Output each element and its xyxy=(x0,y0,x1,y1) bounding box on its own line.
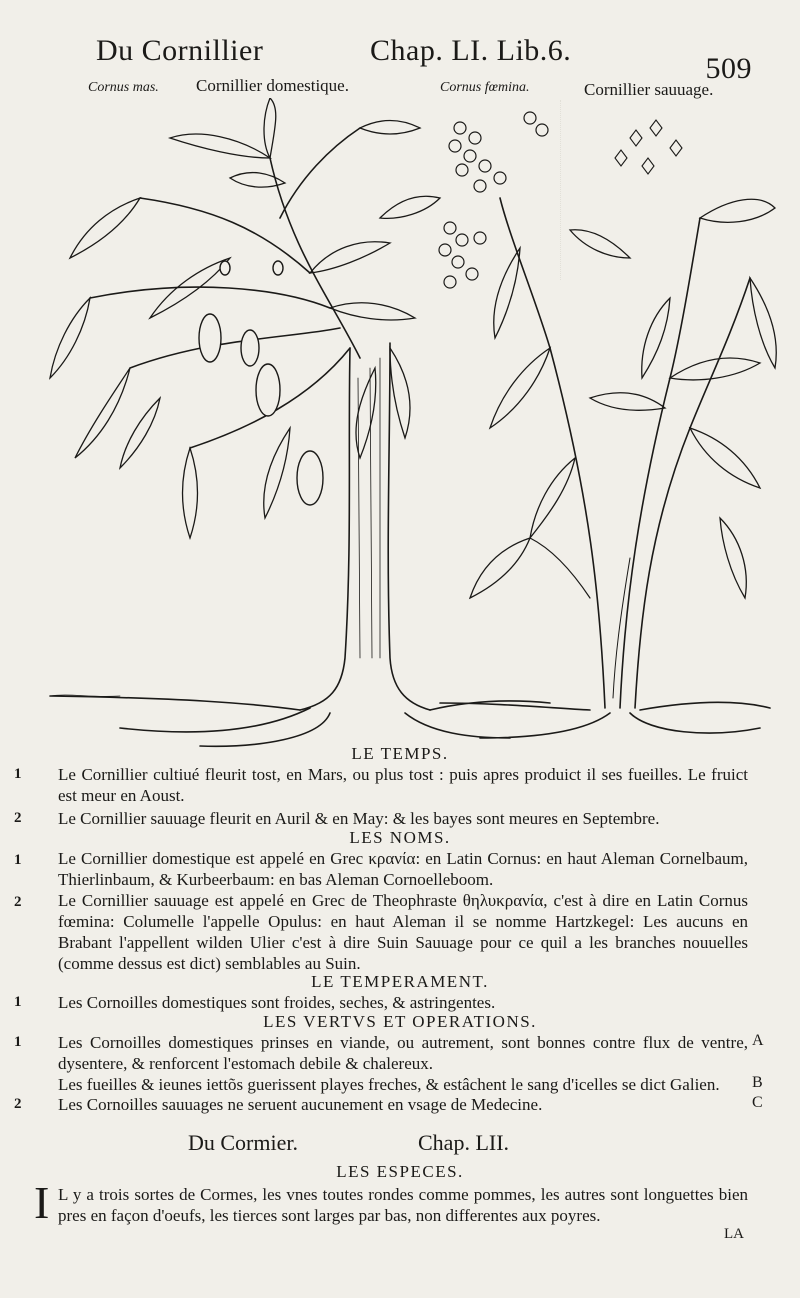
section-heading-vertus: LES VERTVS ET OPERATIONS. xyxy=(263,1012,537,1031)
margin-letter-b: B xyxy=(752,1074,763,1091)
paragraph-especes-1: L y a trois sortes de Cormes, les vnes toutes rondes comme pommes, les autres sont longuettes bien pres en façon d'oeufs, les tierces sont larges par bas, non differentes aux poyres. xyxy=(58,1185,748,1225)
running-title: Du Cornillier xyxy=(96,34,264,67)
next-chapter-number: Chap. LII. xyxy=(418,1130,510,1155)
running-chapter: Chap. LI. Lib.6. xyxy=(370,34,572,67)
margin-numeral: 2 xyxy=(14,810,22,826)
caption-left-latin: Cornus mas. xyxy=(88,80,159,95)
paragraph-noms-2: Le Cornillier sauuage est appelé en Grec de Theophraste θηλυκρανία, c'est à dire en Latin Cornus fœmina: Columelle l'appelle Opulus: en haut Aleman il se nomme Hartzkegel: Les aucuns en Brabant l'appellent wilden Ulier c'est à dire Suin Sauuage pour ce quil a les branches nouuelles (comme dessus est dict) semblables au Suin. xyxy=(58,891,748,973)
cornus-femina-tree xyxy=(439,112,776,738)
margin-numeral: 1 xyxy=(14,1034,22,1050)
margin-letter-a: A xyxy=(752,1032,764,1049)
caption-right-french: Cornillier sauuage. xyxy=(584,80,714,99)
woodcut-illustration xyxy=(30,98,790,748)
paragraph-vertus-3: Les Cornoilles sauuages ne seruent aucunement en vsage de Medecine. xyxy=(58,1095,543,1114)
paragraph-vertus-2: Les fueilles & ieunes iettõs guerissent playes freches, & estâchent le sang d'icelles se dict Galien. xyxy=(58,1075,720,1094)
section-heading-especes: LES ESPECES. xyxy=(336,1162,464,1181)
drop-cap-initial: I xyxy=(34,1177,50,1228)
catchword: LA xyxy=(724,1226,744,1242)
caption-left-french: Cornillier domestique. xyxy=(196,76,349,95)
margin-numeral: 2 xyxy=(14,1096,22,1112)
paragraph-noms-1: Le Cornillier domestique est appelé en Grec κρανία: en Latin Cornus: en haut Aleman Cornelbaum, Thierlinbaum, & Kurbeerbaum: en bas Aleman Cornoelleboom. xyxy=(58,849,748,889)
section-heading-noms: LES NOMS. xyxy=(349,828,451,847)
next-chapter-title: Du Cormier. xyxy=(188,1130,298,1155)
caption-right-latin: Cornus fœmina. xyxy=(440,80,530,95)
paragraph-temps-1: Le Cornillier cultiué fleurit tost, en Mars, ou plus tost : puis apres produict il ses fueilles. Le fruict est meur en Aoust. xyxy=(58,765,748,805)
section-heading-temps: LE TEMPS. xyxy=(351,744,449,763)
page-number: 509 xyxy=(705,52,752,85)
paragraph-vertus-1: Les Cornoilles domestiques prinses en viande, ou autrement, sont bonnes contre flux de ventre, dysentere, & renforcent l'estomach debile & chalereux. xyxy=(58,1033,748,1073)
section-heading-temperament: LE TEMPERAMENT. xyxy=(311,972,489,991)
cornus-mas-tree xyxy=(50,98,550,746)
margin-numeral: 1 xyxy=(14,852,22,868)
margin-numeral: 1 xyxy=(14,994,22,1010)
paragraph-temperament-1: Les Cornoilles domestiques sont froides, seches, & astringentes. xyxy=(58,993,496,1012)
paragraph-temps-2: Le Cornillier sauuage fleurit en Auril & en May: & les bayes sont meures en Septembre. xyxy=(58,809,660,828)
margin-letter-c: C xyxy=(752,1094,763,1111)
margin-numeral: 2 xyxy=(14,894,22,910)
margin-numeral: 1 xyxy=(14,766,22,782)
